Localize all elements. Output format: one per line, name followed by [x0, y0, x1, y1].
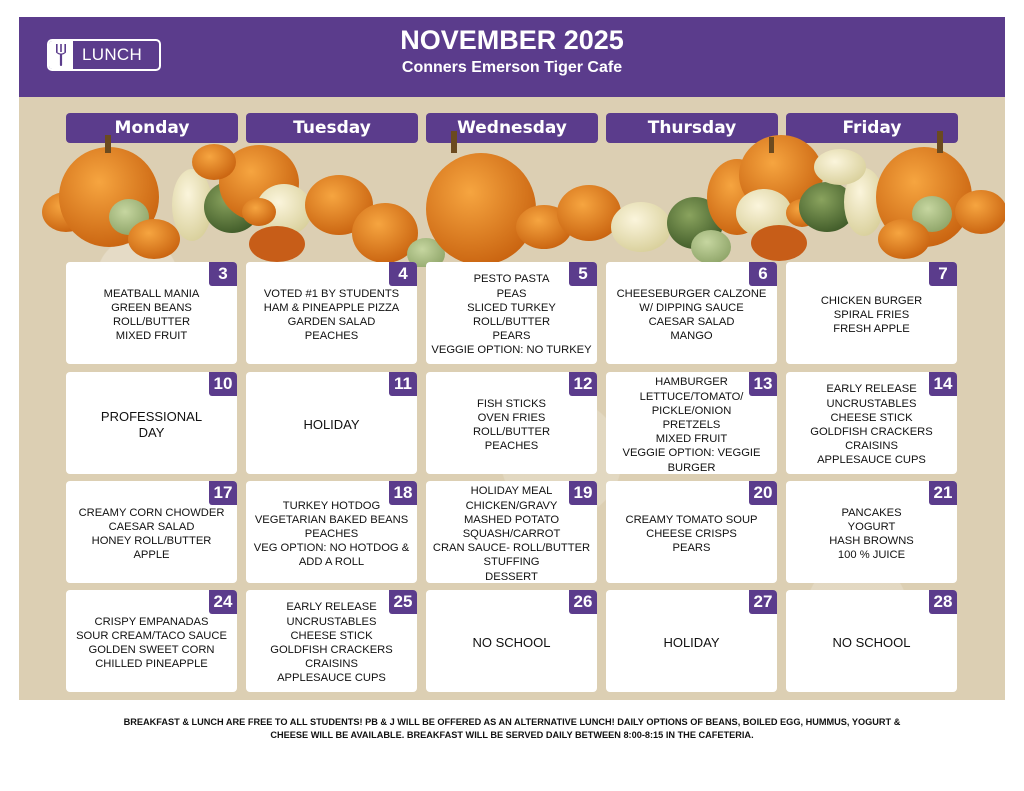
day-cell	[246, 372, 417, 474]
menu-list	[66, 615, 237, 672]
menu-item: BURGER	[667, 461, 716, 474]
menu-item: GREEN BEANS	[111, 301, 192, 314]
date-badge: 17	[209, 481, 237, 505]
menu-item: CRAISINS	[845, 440, 898, 453]
footer-note	[60, 716, 964, 741]
menu-item: SOUR CREAM/TACO SAUCE	[76, 629, 227, 642]
menu-item: NO SCHOOL	[832, 635, 911, 650]
date-badge: 7	[929, 262, 957, 286]
day-cell	[786, 590, 957, 692]
menu-item: LETTUCE/TOMATO/	[639, 390, 744, 403]
menu-item: HOLIDAY	[663, 635, 720, 650]
day-cell	[66, 590, 237, 692]
day-header-tuesday: Tuesday	[246, 113, 418, 143]
day-cell	[606, 590, 777, 692]
menu-list	[786, 294, 957, 337]
menu-item: PROFESSIONAL	[100, 409, 203, 424]
menu-item: EARLY RELEASE	[286, 601, 377, 614]
menu-item: ROLL/BUTTER	[472, 426, 551, 438]
menu-item: PEACHES	[304, 527, 359, 540]
menu-list	[606, 375, 777, 474]
menu-list	[246, 417, 417, 433]
menu-item: PEACHES	[484, 440, 539, 453]
day-cell	[426, 372, 597, 474]
pumpkin-decoration	[19, 127, 1005, 267]
menu-item: NO SCHOOL	[472, 635, 551, 650]
menu-item: W/ DIPPING SAUCE	[639, 301, 744, 314]
calendar-header	[19, 17, 1005, 97]
menu-list	[66, 409, 237, 441]
day-cell	[606, 481, 777, 583]
menu-list	[606, 635, 777, 651]
menu-item: HOLIDAY MEAL	[470, 485, 553, 498]
day-cell	[66, 481, 237, 583]
menu-list	[786, 506, 957, 563]
menu-item: SLICED TURKEY	[467, 301, 556, 314]
menu-item: CHEESE STICK	[290, 629, 373, 642]
menu-item: PEARS	[492, 330, 531, 343]
day-cell	[246, 481, 417, 583]
date-badge: 10	[209, 372, 237, 396]
date-badge: 27	[749, 590, 777, 614]
date-badge: 3	[209, 262, 237, 286]
menu-item: SQUASH/CARROT	[462, 527, 561, 540]
date-badge: 11	[389, 372, 417, 396]
menu-item: MIXED FRUIT	[115, 330, 188, 343]
day-header-monday: Monday	[66, 113, 238, 143]
menu-item: MASHED POTATO	[463, 513, 560, 526]
menu-item: CHEESE CRISPS	[646, 527, 737, 540]
menu-list	[606, 287, 777, 344]
menu-list	[426, 272, 597, 357]
menu-list	[426, 397, 597, 454]
menu-item: GARDEN SALAD	[287, 316, 376, 328]
date-badge: 5	[569, 262, 597, 286]
menu-item: GOLDFISH CRACKERS	[270, 644, 393, 656]
day-cell	[66, 262, 237, 364]
menu-item: VEGGIE OPTION: NO TURKEY	[431, 344, 592, 357]
menu-item: 100 % JUICE	[837, 549, 906, 562]
day-cell	[786, 372, 957, 474]
page-subtitle: Conners Emerson Tiger Cafe	[401, 59, 623, 76]
menu-item: PEACHES	[304, 330, 359, 343]
menu-item: APPLESAUCE CUPS	[277, 672, 386, 685]
menu-item: GOLDEN SWEET CORN	[88, 644, 215, 656]
menu-item: HAMBURGER	[655, 376, 728, 389]
date-badge: 21	[929, 481, 957, 505]
menu-item: HOLIDAY	[303, 417, 360, 432]
menu-item: CREAMY CORN CHOWDER	[78, 506, 225, 519]
menu-item: MIXED FRUIT	[655, 433, 728, 446]
menu-item: CRAN SAUCE- ROLL/BUTTER	[432, 542, 591, 555]
day-header-friday: Friday	[786, 113, 958, 143]
menu-item: CHICKEN/GRAVY	[465, 499, 558, 512]
menu-item: VEGETARIAN BAKED BEANS	[254, 513, 409, 526]
menu-item: TURKEY HOTDOG	[282, 499, 381, 512]
menu-item: ROLL/BUTTER	[472, 316, 551, 328]
calendar-board	[19, 97, 1005, 700]
logo-label: LUNCH	[82, 45, 143, 64]
menu-list	[246, 499, 417, 570]
menu-item: EARLY RELEASE	[826, 383, 917, 396]
menu-item: CRISPY EMPANADAS	[94, 615, 209, 628]
menu-list	[426, 635, 597, 651]
menu-item: CAESAR SALAD	[648, 316, 735, 328]
menu-item: HAM & PINEAPPLE PIZZA	[263, 301, 400, 314]
menu-item: PESTO PASTA	[473, 273, 550, 286]
date-badge: 25	[389, 590, 417, 614]
menu-item: GOLDFISH CRACKERS	[810, 426, 933, 438]
menu-item: VOTED #1 BY STUDENTS	[263, 287, 400, 300]
menu-item: SPIRAL FRIES	[833, 308, 910, 321]
date-badge: 20	[749, 481, 777, 505]
day-cell	[66, 372, 237, 474]
menu-item: UNCRUSTABLES	[826, 397, 917, 410]
menu-item: PRETZELS	[662, 418, 721, 431]
menu-item: UNCRUSTABLES	[286, 615, 377, 628]
date-badge: 28	[929, 590, 957, 614]
menu-item: ADD A ROLL	[298, 556, 365, 569]
menu-list	[246, 600, 417, 685]
menu-list	[426, 484, 597, 583]
menu-item: FISH STICKS	[477, 397, 546, 410]
day-cell	[786, 481, 957, 583]
menu-item: CRAISINS	[305, 658, 358, 671]
page-title: NOVEMBER 2025	[400, 25, 624, 55]
menu-item: VEGGIE OPTION: VEGGIE	[622, 447, 761, 460]
date-badge: 14	[929, 372, 957, 396]
date-badge: 13	[749, 372, 777, 396]
day-cell	[606, 372, 777, 474]
menu-list	[786, 635, 957, 651]
menu-item: HASH BROWNS	[829, 535, 914, 547]
date-badge: 24	[209, 590, 237, 614]
day-cell	[606, 262, 777, 364]
menu-item: PANCAKES	[841, 506, 902, 519]
day-cell	[786, 262, 957, 364]
day-header-thursday: Thursday	[606, 113, 778, 143]
day-cell	[426, 590, 597, 692]
day-cell	[246, 262, 417, 364]
day-header-wednesday: Wednesday	[426, 113, 598, 143]
footer-line-2: CHEESE WILL BE AVAILABLE. BREAKFAST WILL BE SERVED DAILY BETWEEN 8:00-8:15 IN THE CAFETERIA.	[270, 729, 754, 740]
day-cell	[426, 262, 597, 364]
menu-item: ROLL/BUTTER	[112, 316, 191, 328]
menu-item: CREAMY TOMATO SOUP	[625, 513, 758, 526]
day-cell	[246, 590, 417, 692]
date-badge: 4	[389, 262, 417, 286]
menu-list	[66, 506, 237, 563]
menu-item: HONEY ROLL/BUTTER	[91, 535, 212, 547]
menu-list	[786, 382, 957, 467]
menu-list	[246, 287, 417, 344]
menu-item: CAESAR SALAD	[108, 520, 195, 533]
menu-item: OVEN FRIES	[477, 411, 546, 424]
menu-item: APPLE	[133, 549, 170, 562]
menu-item: FRESH APPLE	[833, 323, 910, 336]
date-badge: 6	[749, 262, 777, 286]
date-badge: 12	[569, 372, 597, 396]
menu-item: DAY	[138, 425, 165, 440]
menu-item: PICKLE/ONION	[651, 404, 732, 417]
menu-item: STUFFING	[483, 556, 540, 569]
menu-item: YOGURT	[847, 520, 896, 533]
date-badge: 18	[389, 481, 417, 505]
menu-item: CHEESEBURGER CALZONE	[616, 287, 767, 300]
date-badge: 26	[569, 590, 597, 614]
menu-item: PEAS	[496, 287, 527, 300]
footer-line-1: BREAKFAST & LUNCH ARE FREE TO ALL STUDENTS! PB & J WILL BE OFFERED AS AN ALTERNATIVE LUNCH! DAILY OPTIONS OF BEANS, BOILED EGG, HUMMUS, YOGURT &	[123, 717, 901, 727]
menu-item: DESSERT	[485, 570, 538, 583]
day-cell	[426, 481, 597, 583]
menu-item: MEATBALL MANIA	[103, 287, 200, 300]
menu-list	[606, 513, 777, 556]
menu-item: CHEESE STICK	[830, 411, 913, 424]
menu-item: APPLESAUCE CUPS	[817, 454, 926, 467]
menu-item: CHILLED PINEAPPLE	[95, 658, 208, 671]
menu-item: MANGO	[670, 330, 713, 343]
menu-item: VEG OPTION: NO HOTDOG &	[253, 542, 410, 555]
menu-list	[66, 287, 237, 344]
date-badge: 19	[569, 481, 597, 505]
menu-item: CHICKEN BURGER	[820, 294, 923, 307]
menu-item: PEARS	[672, 542, 711, 555]
